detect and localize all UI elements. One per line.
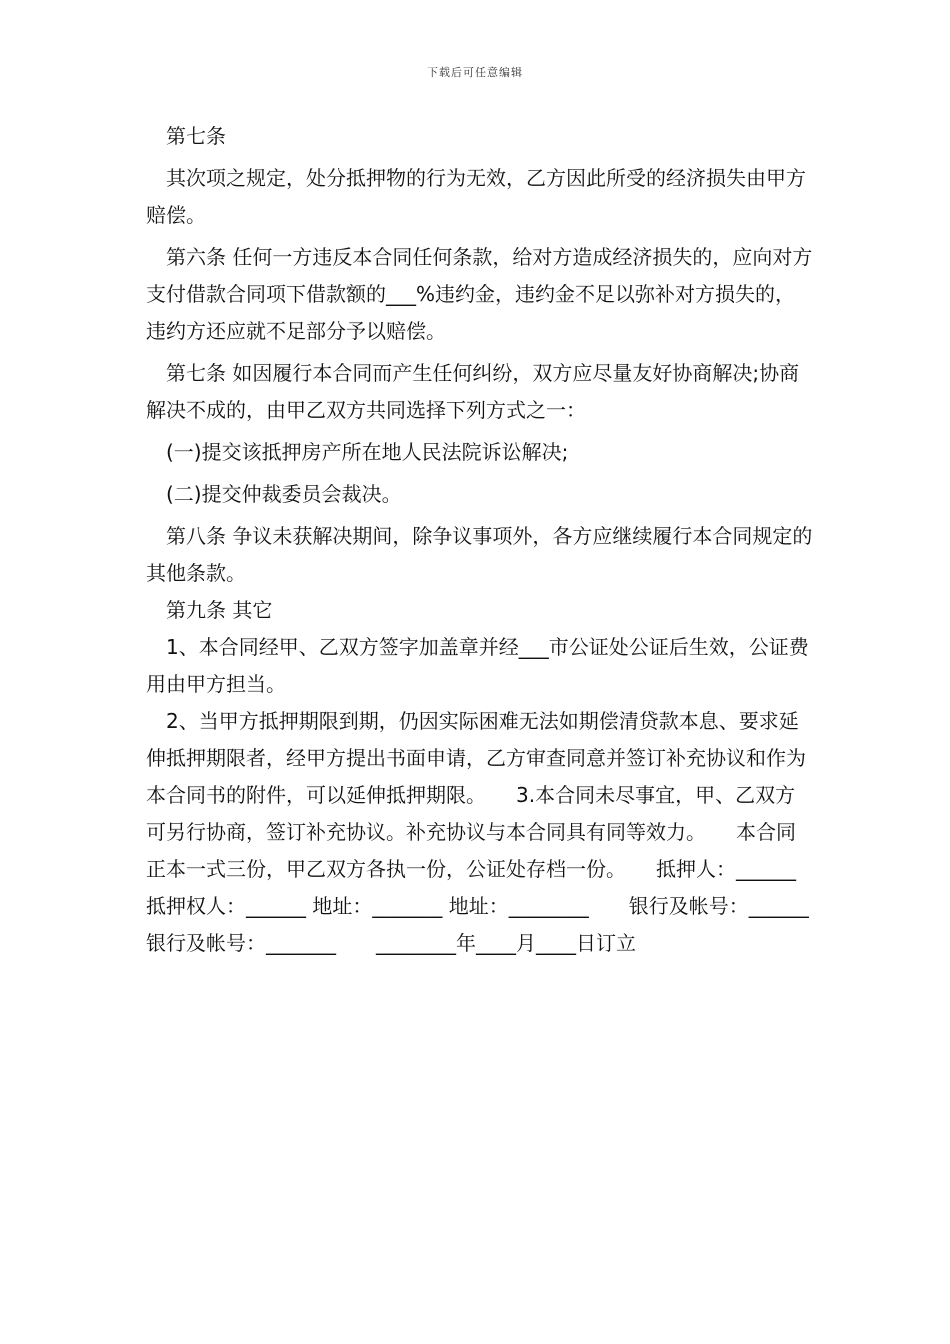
paragraph-article-6: 第六条 任何一方违反本合同任何条款，给对方造成经济损失的，应向对方支付借款合同项下借款额的___%违约金，违约金不足以弥补对方损失的，违约方还应就不足部分予以赔偿。 [146,245,813,343]
paragraph-article-8: 第八条 争议未获解决期间，除争议事项外，各方应继续履行本合同规定的其他条款。 [146,524,813,585]
paragraph-article-7: 第七条 如因履行本合同而产生任何纠纷，双方应尽量友好协商解决;协商解决不成的，由甲乙双方共同选择下列方式之一： [146,361,800,422]
article-heading: 第七条 [166,124,226,148]
paragraph-clause-1: 1、本合同经甲、乙双方签字加盖章并经___市公证处公证后生效，公证费用由甲方担当。 [146,635,809,696]
paragraph-clause-2-and-signatures: 2、当甲方抵押期限到期，仍因实际困难无法如期偿清贷款本息、要求延伸抵押期限者，经甲方提出书面申请，乙方审查同意并签订补充协议和作为本合同书的附件，可以延伸抵押期限。 3.本合同未尽事宜，甲、乙双方可另行协商，签订补充协议。补充协议与本合同具有同等效力。 本合同正本一式三份，甲乙双方各执一份，公证处存档一份。 抵押人：______ 抵押权人：______ 地址：_______ 地址：________ 银行及帐号：______ 银行及帐号：_______ ________年____月____日订立 [146,709,809,955]
paragraph-article-9-heading: 第九条 其它 [166,598,273,622]
paragraph-mortgage-disposal: 其次项之规定，处分抵押物的行为无效，乙方因此所受的经济损失由甲方赔偿。 [146,166,806,227]
paragraph-option-2: (二)提交仲裁委员会裁决。 [166,482,402,506]
paragraph-option-1: (一)提交该抵押房产所在地人民法院诉讼解决; [166,440,569,464]
contract-body [146,118,814,962]
page-header-note: 下载后可任意编辑 [427,66,523,79]
